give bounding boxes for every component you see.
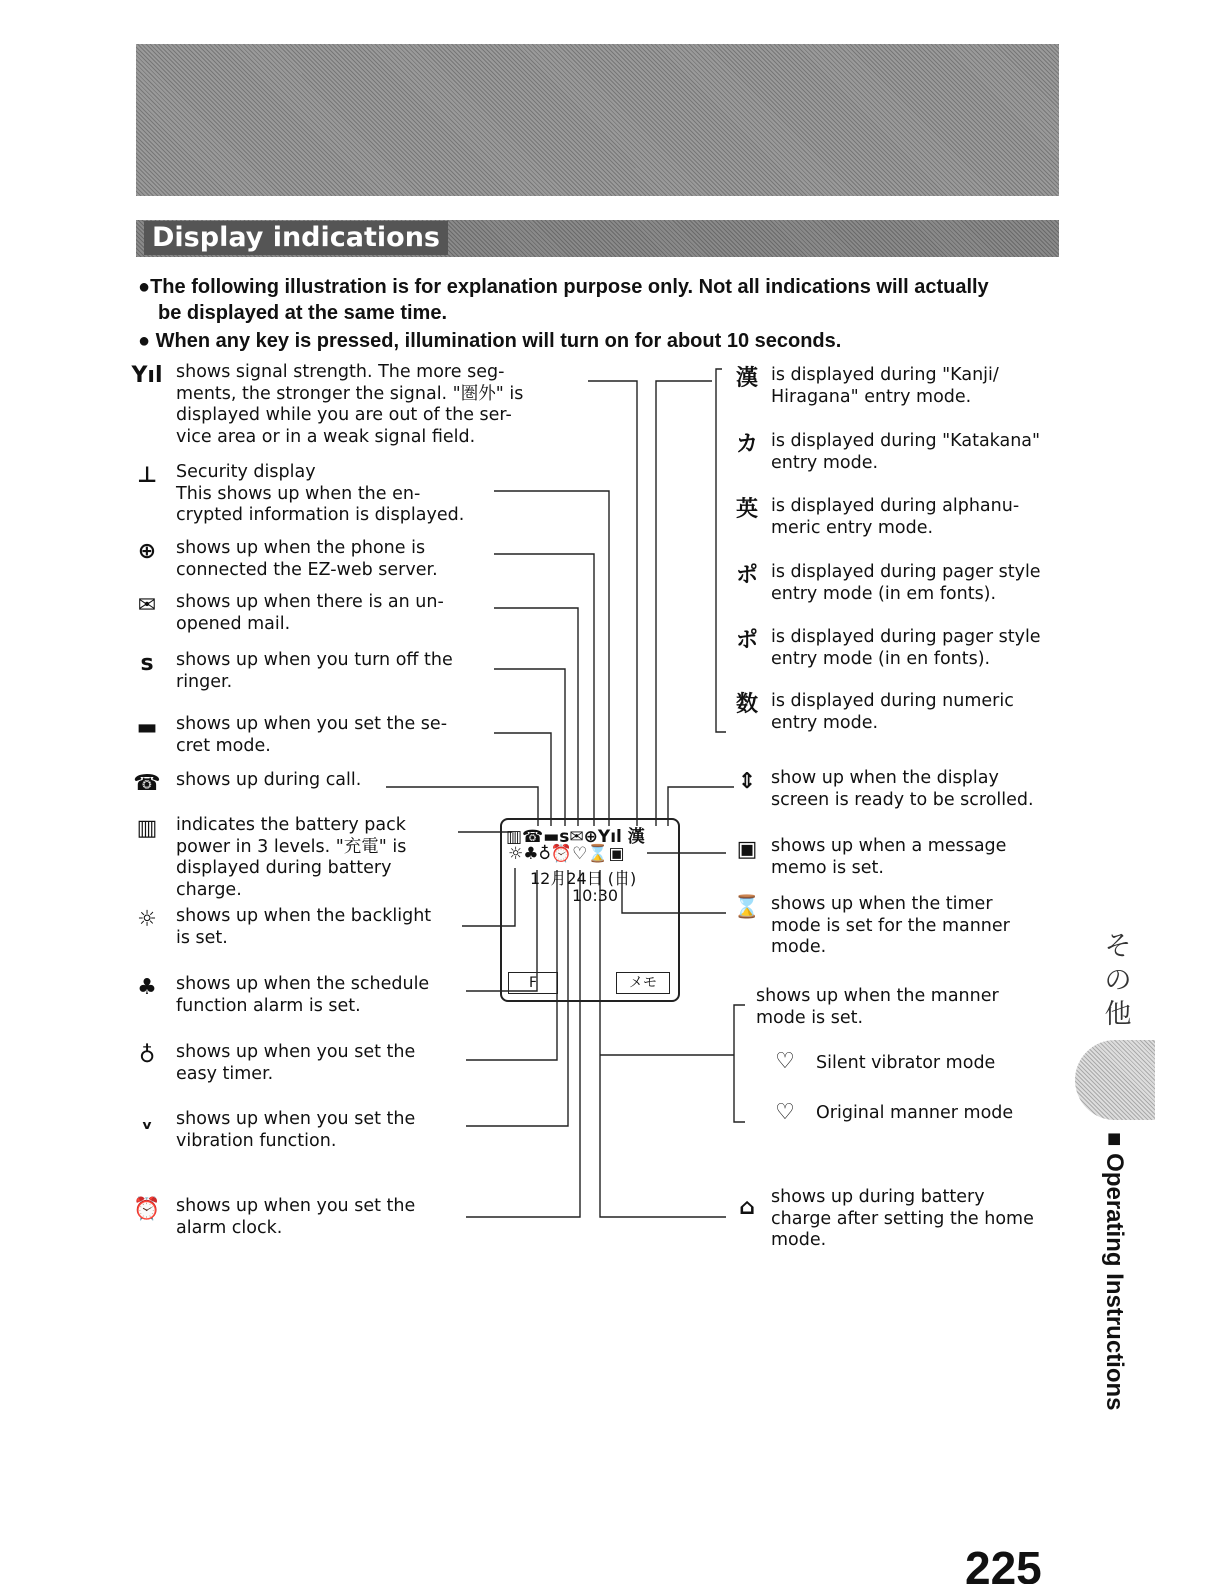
desc-line: vice area or in a weak signal field. <box>176 426 476 447</box>
right-items-desc <box>771 496 1019 539</box>
desc-line: displayed while you are out of the ser- <box>176 405 512 425</box>
timer-manner-icon: ⌛ <box>733 895 761 920</box>
desc-line: Security display <box>176 462 316 482</box>
desc-line: shows up when there is an un- <box>176 592 444 612</box>
home-mode-line-3: mode. <box>771 1230 827 1250</box>
vibration-icon: ᵥ <box>141 1110 153 1135</box>
desc-line: opened mail. <box>176 613 291 634</box>
desc-line: is displayed during numeric <box>771 691 1014 711</box>
desc-line: is set. <box>176 927 228 948</box>
desc-line: alarm clock. <box>176 1217 283 1238</box>
left-items-desc <box>176 1109 415 1152</box>
desc-line: easy timer. <box>176 1063 274 1084</box>
desc-line: shows up when the phone is <box>176 538 426 558</box>
katakana-mode-icon: カ <box>735 432 758 457</box>
left-items-desc <box>176 974 429 1017</box>
left-items-desc <box>176 362 523 448</box>
note-1-cont: be displayed at the same time. <box>158 302 447 324</box>
left-items-desc <box>176 714 447 757</box>
ez-web-icon: ⊕ <box>137 539 157 564</box>
desc-line: shows up when you turn off the <box>176 650 453 670</box>
desc-line: shows up when the backlight <box>176 906 432 926</box>
desc-line: entry mode. <box>771 712 879 733</box>
desc-line: power in 3 levels. "充電" is <box>176 836 407 857</box>
desc-line: vibration function. <box>176 1130 337 1151</box>
desc-line: is displayed during pager style <box>771 562 1041 582</box>
right-items-desc <box>771 365 999 408</box>
desc-line: is displayed during alphanu- <box>771 496 1020 516</box>
desc-line: shows signal strength. The more seg- <box>176 362 505 382</box>
silent-ringer-icon: s <box>140 651 154 676</box>
desc-line: shows up when the schedule <box>176 974 430 994</box>
silent-vibrator-icon: ♡ <box>775 1049 795 1074</box>
screen-second-icons: ☼♣♁⏰♡⌛▣ <box>508 844 625 864</box>
manner-line-2: mode is set. <box>756 1007 864 1028</box>
battery-icon: ▥ <box>136 816 158 841</box>
desc-line: is displayed during "Kanji/ <box>771 365 999 385</box>
desc-line: screen is ready to be scrolled. <box>771 789 1034 810</box>
original-manner-icon: ♡ <box>775 1100 795 1125</box>
desc-line: meric entry mode. <box>771 517 934 538</box>
desc-line: cret mode. <box>176 735 271 756</box>
desc-line: shows up when you set the se- <box>176 714 448 734</box>
right-items-desc <box>771 691 1014 734</box>
signal-strength-icon: Yıl <box>131 363 163 388</box>
phone-screen <box>500 818 680 1002</box>
home-mode-line-1: shows up during battery <box>771 1187 985 1207</box>
desc-line: shows up when you set the <box>176 1109 416 1129</box>
desc-line: charge. <box>176 879 242 900</box>
desc-line: connected the EZ-web server. <box>176 559 438 580</box>
silent-vibrator-label: Silent vibrator mode <box>816 1053 996 1073</box>
desc-line: entry mode (in em fonts). <box>771 583 997 604</box>
desc-line: is displayed during pager style <box>771 627 1041 647</box>
left-items-desc <box>176 1042 415 1085</box>
pager-em-mode-icon: ポ <box>735 563 758 588</box>
page-number: 225 <box>965 1548 1042 1584</box>
home-mode-icon: ⌂ <box>739 1195 755 1220</box>
right-items-desc <box>771 562 1041 605</box>
left-items-desc <box>176 538 438 581</box>
desc-line: ringer. <box>176 671 233 692</box>
desc-line: entry mode (in en fonts). <box>771 648 991 669</box>
right-items-desc <box>771 894 1010 959</box>
desc-line: crypted information is displayed. <box>176 505 465 525</box>
scroll-icon: ⇕ <box>737 769 757 794</box>
desc-line: shows up when you set the <box>176 1196 416 1216</box>
side-label-jp: その他 <box>1104 931 1132 1030</box>
numeric-mode-icon: 数 <box>735 692 758 717</box>
secret-mode-icon: ▬ <box>136 715 158 740</box>
pager-en-mode-icon: ポ <box>735 628 758 653</box>
left-items-desc <box>176 770 361 792</box>
alphanumeric-mode-icon: 英 <box>735 497 758 522</box>
desc-line: Hiragana" entry mode. <box>771 386 972 407</box>
desc-line: shows up during call. <box>176 770 362 790</box>
manner-desc <box>756 986 999 1029</box>
desc-line: function alarm is set. <box>176 995 361 1016</box>
side-label: ■ Operating Instructions <box>1101 1132 1128 1411</box>
desc-line: ments, the stronger the signal. "圏外" is <box>176 383 524 404</box>
desc-line: memo is set. <box>771 857 884 878</box>
backlight-icon: ☼ <box>137 907 157 932</box>
desc-line: shows up when a message <box>771 836 1007 856</box>
desc-line: mode. <box>771 937 827 957</box>
screen-time: 10:30 <box>572 886 619 905</box>
left-items-desc <box>176 462 464 527</box>
desc-line: show up when the display <box>771 768 999 788</box>
note-2: ● When any key is pressed, illumination will turn on for about 10 seconds. <box>138 330 842 352</box>
message-memo-icon: ▣ <box>736 837 758 862</box>
left-items-desc <box>176 1196 415 1239</box>
side-tab <box>1075 1040 1155 1120</box>
softkey-left: F <box>508 972 558 994</box>
desc-line: mode is set for the manner <box>771 915 1010 936</box>
home-mode-line-2: charge after setting the home <box>771 1208 1034 1229</box>
desc-line: This shows up when the en- <box>176 483 421 504</box>
left-items-desc <box>176 650 453 693</box>
right-items-desc <box>771 627 1041 670</box>
section-title: Display indications <box>144 221 448 255</box>
left-items-desc <box>176 815 406 901</box>
security-icon: ⊥ <box>136 463 158 488</box>
kanji-mode-icon: 漢 <box>735 366 758 391</box>
mail-icon: ✉ <box>137 593 157 618</box>
screen-date: 12月24日 (日) <box>530 869 637 888</box>
desc-line: shows up when the timer <box>771 894 993 914</box>
alarm-clock-icon: ⏰ <box>133 1197 161 1222</box>
desc-line: displayed during battery <box>176 858 392 878</box>
right-items-desc <box>771 836 1006 879</box>
desc-line: is displayed during "Katakana" <box>771 431 1041 451</box>
original-manner-label: Original manner mode <box>816 1103 1014 1123</box>
screen-top-icons: ▥☎▬s✉⊕Yıl 漢 <box>506 827 645 847</box>
schedule-alarm-icon: ♣ <box>137 975 157 1000</box>
right-items-desc <box>771 768 1034 811</box>
home-mode-desc <box>771 1187 1034 1252</box>
right-items-desc <box>771 431 1040 474</box>
left-items-desc <box>176 592 444 635</box>
call-icon: ☎ <box>133 771 161 796</box>
desc-line: shows up when you set the <box>176 1042 416 1062</box>
softkey-right: メモ <box>616 972 670 994</box>
note-1: ●The following illustration is for explanation purpose only. Not all indications will actually <box>138 276 989 298</box>
manner-line-1: shows up when the manner <box>756 986 999 1006</box>
desc-line: entry mode. <box>771 452 879 473</box>
desc-line: indicates the battery pack <box>176 815 406 835</box>
left-items-desc <box>176 906 431 949</box>
easy-timer-icon: ♁ <box>138 1043 156 1068</box>
